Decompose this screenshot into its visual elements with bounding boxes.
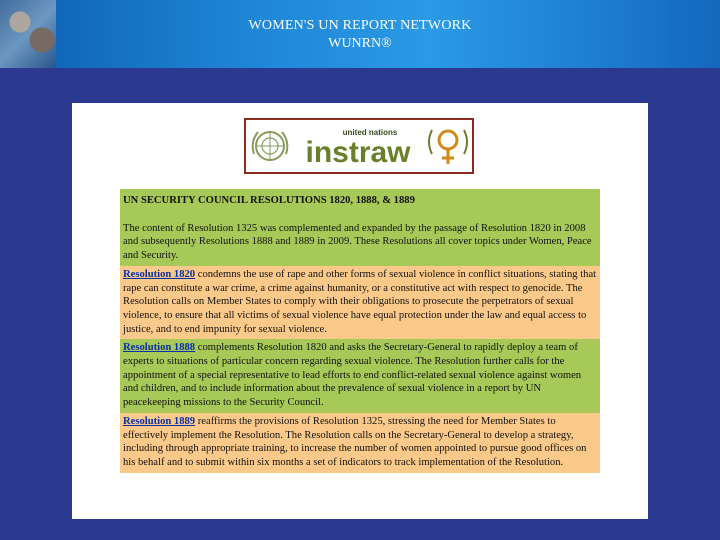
resolution-1820-link[interactable]: Resolution 1820 xyxy=(123,268,196,280)
resolution-1888-text: complements Resolution 1820 and asks the Secretary-General to rapidly deploy a team of experts to situations of particular concern regarding sexual violence. The Resolution further calls for the appointment of a special representative to lead efforts to end conflict-related sexual violence against women and children, and to include information about the prevalence of sexual violence in a report by UN peacekeeping missions to the Security Council. xyxy=(123,342,582,409)
instraw-logo xyxy=(244,118,474,174)
intro-section xyxy=(120,189,600,266)
header-subtitle: WUNRN® xyxy=(328,36,392,51)
un-emblem-icon xyxy=(253,132,288,160)
header-photo xyxy=(0,0,56,68)
resolution-1889-link[interactable]: Resolution 1889 xyxy=(123,415,196,427)
resolution-1889-section xyxy=(120,413,600,473)
header-title: WOMEN'S UN REPORT NETWORK xyxy=(248,18,472,33)
section-title: UN SECURITY COUNCIL RESOLUTIONS 1820, 1888, & 1889 xyxy=(123,195,415,206)
resolution-1888-section xyxy=(120,339,600,413)
intro-paragraph: The content of Resolution 1325 was complemented and expanded by the passage of Resolution 1820 in 2008 and subsequently Resolutions 1888 and 1889 in 2009. These Resolutions all cover topics under Women, Peace and Security. xyxy=(123,222,592,262)
logo-small-text: united nations xyxy=(342,128,398,137)
resolutions-content xyxy=(120,189,600,473)
resolution-1889-text: reaffirms the provisions of Resolution 1325, stressing the need for Member States to effectively implement the Resolution. The Resolution calls on the Secretary-General to develop a strategy, including through appropriate training, to increase the number of women appointed to pursue good offices on his behalf and to submit within six months a set of indicators to track implementation of the Resolution. xyxy=(123,415,587,468)
header-banner xyxy=(0,0,720,68)
logo-wordmark: instraw xyxy=(305,136,411,169)
instraw-logo-graphic xyxy=(246,120,472,172)
female-symbol-icon xyxy=(429,130,467,164)
resolution-1888-link[interactable]: Resolution 1888 xyxy=(123,342,196,354)
resolution-1820-section xyxy=(120,266,600,340)
resolution-1820-text: condemns the use of rape and other forms of sexual violence in conflict situations, stating that rape can constitute a war crime, a crime against humanity, or a constitutive act with respect to genocide. The Resolution calls on Member States to comply with their obligations to prosecute the perpetrators of sexual violence, to ensure that all victims of sexual violence have equal protection under the law and equal access to justice, and to end impunity for sexual violence. xyxy=(123,268,597,335)
